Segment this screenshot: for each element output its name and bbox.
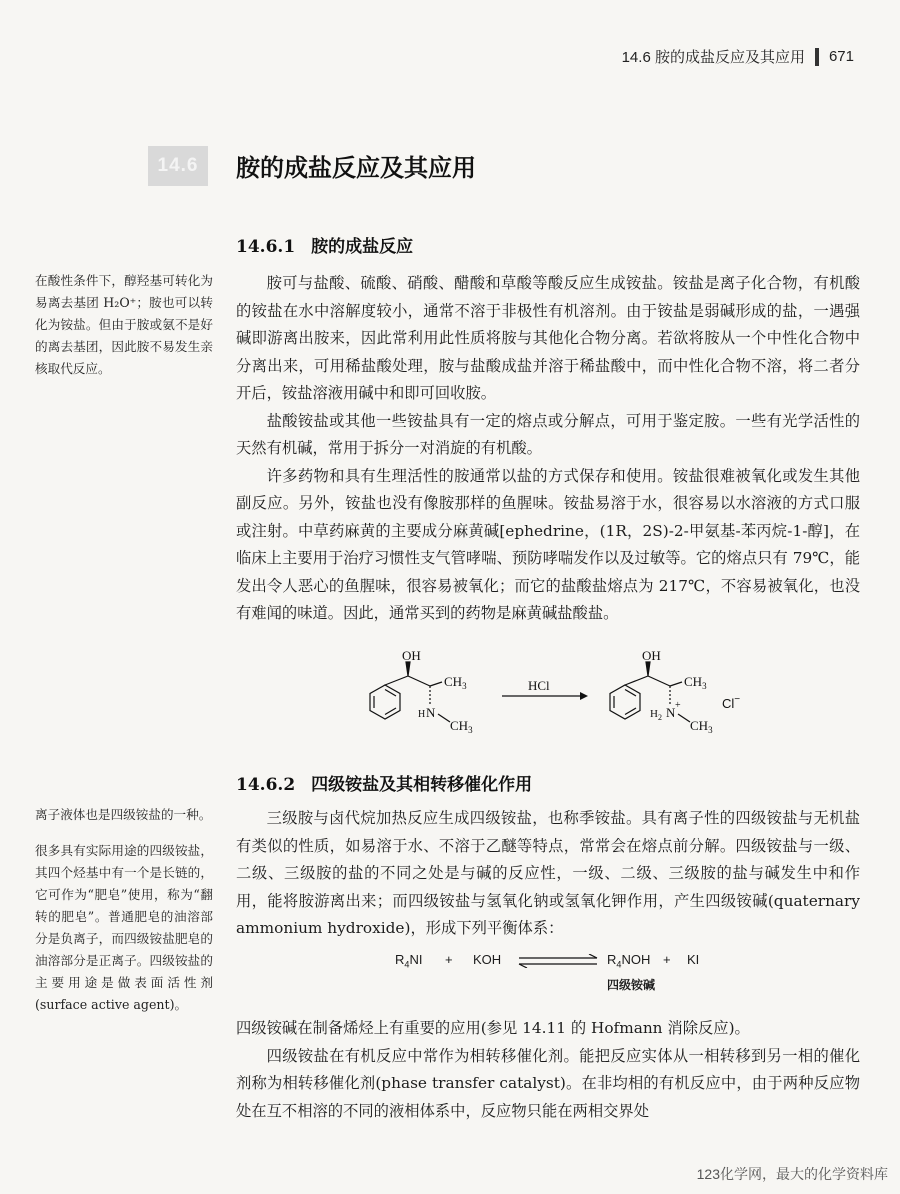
sidenote-2	[35, 804, 213, 1030]
bond	[648, 676, 670, 686]
h2-label: $H_2$	[650, 708, 662, 722]
chloride-label: Cl−	[722, 694, 741, 711]
body-text-1	[236, 270, 860, 628]
h-label: H	[418, 709, 426, 720]
bond	[670, 682, 682, 686]
paragraph: 胺可与盐酸、硫酸、硝酸、醋酸和草酸等酸反应生成铵盐。铵盐是离子化合物，有机酸的铵盐在水中溶解度较小，通常不溶于非极性有机溶剂。由于铵盐是弱碱形成的盐，一遇强碱即游离出胺来，因此常利用此性质将胺与其他化合物分离。若欲将胺从一个中性化合物中分离出来，可用稀盐酸处理，胺与盐酸成盐并溶于稀盐酸中，而中性化合物不溶，将二者分开后，铵盐溶液用碱中和即可回收胺。	[236, 274, 860, 402]
section-number-badge: 14.6	[148, 146, 208, 186]
wedge-bond	[406, 662, 410, 676]
oh-label: OH	[402, 650, 421, 663]
oh-label: OH	[642, 650, 661, 663]
bond	[385, 676, 408, 685]
subsection-title: 四级铵盐及其相转移催化作用	[311, 775, 533, 795]
section-title: 胺的成盐反应及其应用	[236, 153, 476, 182]
ch3-label: $CH_3$	[444, 674, 467, 691]
bond	[430, 682, 442, 686]
sidenote-text: 很多具有实际用途的四级铵盐，其四个烃基中有一个是长链的，它可作为“肥皂”使用，称为“翻转的肥皂”。普通肥皂的油溶部分是负离子，而四级铵盐肥皂的油溶部分是正离子。四级铵盐的主要用途是做表面活性剂(surface active agent)。	[35, 843, 213, 1012]
subsection-title: 胺的成盐反应	[311, 237, 414, 257]
running-header	[622, 46, 854, 67]
subsection-heading-2	[236, 770, 532, 795]
paragraph: 许多药物和具有生理活性的胺通常以盐的方式保存和使用。铵盐很难被氧化或发生其他副反应。另外，铵盐也没有像胺那样的鱼腥味。铵盐易溶于水，很容易以水溶液的方式口服或注射。中草药麻黄的主要成分麻黄碱[ephedrine，(1R，2S)-2-甲氨基-苯丙烷-1-醇]，在临床上主要用于治疗习惯性支气管哮喘、预防哮喘发作以及过敏等。它的熔点只有 79℃，能发出令人恶心的鱼腥味，很容易被氧化；而它的盐酸盐熔点为 217℃，不容易被氧化，也没有难闻的味道。因此，通常买到的药物是麻黄碱盐酸盐。	[236, 466, 860, 622]
equilibrium-arrows	[517, 954, 599, 968]
r4noh-formula: $R_4NOH$	[607, 952, 651, 970]
ch3-label: $CH_3$	[690, 718, 713, 735]
bond	[678, 714, 690, 722]
sidenote-text: 离子液体也是四级铵盐的一种。	[35, 807, 212, 822]
n-label: N	[426, 705, 436, 720]
equilibrium-equation	[395, 948, 755, 994]
plus-sign: +	[663, 952, 671, 967]
bond	[625, 676, 648, 685]
n-label: N	[666, 705, 676, 720]
subsection-number: 14.6.2	[236, 775, 296, 795]
koh-formula: KOH	[473, 952, 502, 967]
ki-formula: KI	[687, 952, 700, 967]
bond	[408, 676, 430, 686]
ch3-label: $CH_3$	[684, 674, 707, 691]
ch3-label: $CH_3$	[450, 718, 473, 735]
subsection-heading-1	[236, 232, 413, 257]
plus-sign: +	[445, 952, 453, 967]
subsection-number: 14.6.1	[236, 237, 296, 257]
body-text-3	[236, 1015, 860, 1125]
bond	[438, 714, 450, 722]
header-section-ref: 14.6 胺的成盐反应及其应用	[621, 49, 805, 66]
paragraph: 四级铵盐在有机反应中常作为相转移催化剂。能把反应实体从一相转移到另一相的催化剂称为相转移催化剂(phase transfer catalyst)。在非均相的有机反应中，由于两种反应物处在互不相溶的不同的液相体系中，反应物只能在两相交界处	[236, 1046, 860, 1120]
sidenote-1	[35, 270, 213, 394]
reaction-arrow	[502, 678, 588, 700]
reagent-label: HCl	[528, 678, 550, 693]
ephedrine-reaction-scheme	[350, 650, 780, 748]
r4ni-formula: $R_4NI$	[395, 952, 423, 970]
header-divider	[815, 48, 819, 66]
plus-charge: +	[675, 700, 681, 711]
wedge-bond	[646, 662, 650, 676]
watermark-footer: 123化学网，最大的化学资料库	[696, 1166, 888, 1182]
quaternary-hydroxide-label: 四级铵碱	[607, 978, 656, 992]
sidenote-text: 在酸性条件下，醇羟基可转化为易离去基团 H₂O⁺；胺也可以转化为铵盐。但由于胺或氨不是好的离去基团，因此胺不易发生亲核取代反应。	[35, 273, 213, 376]
paragraph: 四级铵碱在制备烯烃上有重要的应用(参见 14.11 的 Hofmann 消除反应)。	[236, 1019, 750, 1037]
body-text-2	[236, 805, 860, 943]
page-number: 671	[828, 48, 854, 65]
paragraph: 三级胺与卤代烷加热反应生成四级铵盐，也称季铵盐。具有离子性的四级铵盐与无机盐有类似的性质，如易溶于水、不溶于乙醚等特点，常常会在熔点前分解。四级铵盐与一级、二级、三级胺的盐的不同之处是与碱的反应性，一级、二级、三级胺的盐与碱发生中和作用，能将胺游离出来；而四级铵盐与氢氧化钠或氢氧化钾作用，产生四级铵碱(quaternary ammonium hydroxide)，形成下列平衡体系：	[236, 809, 860, 937]
paragraph: 盐酸铵盐或其他一些铵盐具有一定的熔点或分解点，可用于鉴定胺。一些有光学活性的天然有机碱，常用于拆分一对消旋的有机酸。	[236, 411, 860, 457]
